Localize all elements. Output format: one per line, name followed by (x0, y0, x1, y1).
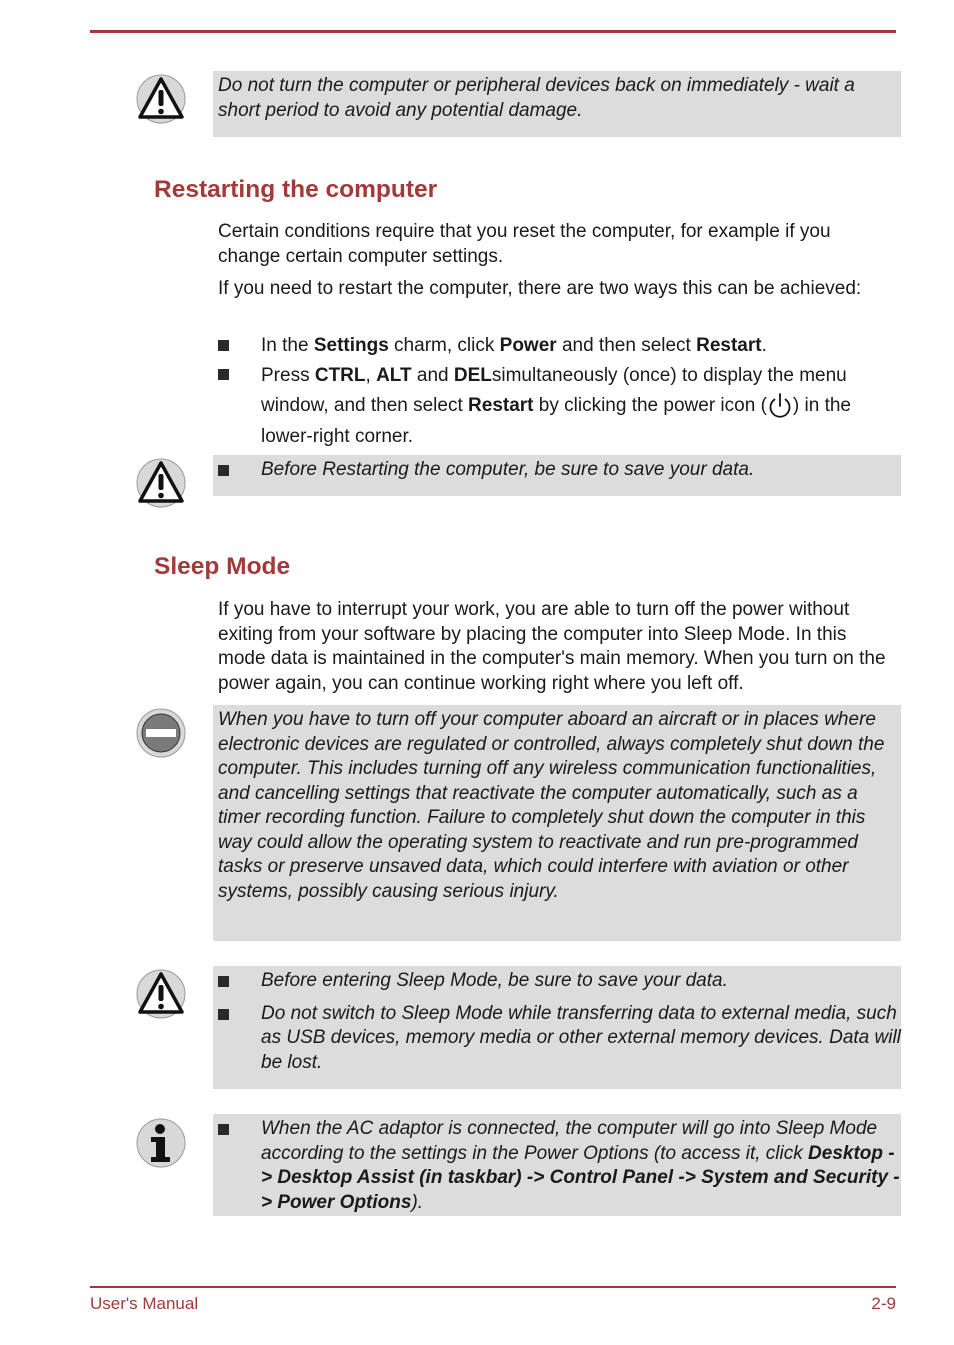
list-item (218, 334, 898, 359)
text-run: and then select (556, 335, 697, 356)
text-run: In the (261, 335, 314, 356)
section-heading-sleep: Sleep Mode (154, 553, 291, 580)
caution-note (213, 455, 901, 496)
restart-label: Restart (468, 395, 534, 416)
info-text: When the AC adaptor is connected, the computer will go into Sleep Mode according to the settings in the Power Options (to access it, click (261, 1118, 878, 1164)
footer-rule (90, 1286, 896, 1288)
power-options-path: Desktop -> Desktop Assist (in taskbar) -> Control Panel -> System and Security -> Power Options (261, 1142, 900, 1213)
caution-list (213, 458, 901, 483)
bullet-square (218, 1009, 229, 1020)
ctrl-key: CTRL (314, 364, 366, 386)
text-run: charm, click (388, 335, 500, 356)
alt-key: ALT (376, 364, 412, 386)
footer-manual-title: User's Manual (90, 1294, 199, 1313)
bullet-square (218, 340, 229, 351)
prohibited-text: When you have to turn off your computer aboard an aircraft or in places where electronic devices are regulated or controlled, always completely shut down the computer. This includes turning off any wireless communication functionalities, and cancelling settings that reactivate the computer automatically, such as a timer recording function. Failure to completely shut down the computer in this way could allow the operating system to reactivate and run pre-programmed tasks or preserve unsaved data, which could interfere with aviation or other systems, possibly causing serious injury. (218, 709, 885, 902)
caution-item-text: Do not switch to Sleep Mode while transferring data to external media, such as USB devices, memory media or other external memory devices. Data will be lost. (261, 1002, 901, 1073)
footer-page-number: 2-9 (871, 1294, 896, 1313)
caution-list (213, 969, 901, 1075)
info-icon (136, 1118, 186, 1168)
warning-triangle-icon (136, 969, 186, 1019)
header-rule (90, 30, 896, 33)
no-entry-icon (136, 708, 186, 758)
warning-triangle-icon (136, 74, 186, 124)
text-run: simultaneously (once) to display the menu window, and then select (261, 364, 847, 416)
info-text: ). (411, 1191, 424, 1213)
section-heading-restart: Restarting the computer (154, 176, 438, 203)
bullet-square (218, 465, 229, 476)
restart-paragraph-2: If you need to restart the computer, there are two ways this can be achieved: (218, 278, 862, 299)
bullet-square (218, 369, 229, 380)
text-run: , (365, 364, 377, 386)
warning-triangle-icon (136, 458, 186, 508)
info-note (213, 1114, 901, 1216)
caution-item-text: Before entering Sleep Mode, be sure to save your data. (261, 970, 728, 991)
bullet-square (218, 1124, 229, 1135)
bullet-square (218, 976, 229, 987)
restart-paragraph-1: Certain conditions require that you reset the computer, for example if you change certain computer settings. (218, 221, 831, 267)
settings-label: Settings (313, 335, 389, 356)
info-list (213, 1117, 901, 1215)
list-item (213, 458, 901, 483)
power-icon (767, 392, 793, 420)
caution-note (213, 71, 901, 137)
text-run: Press (261, 364, 315, 386)
restart-label: Restart (696, 335, 762, 356)
caution-item-text: Before Restarting the computer, be sure to save your data. (261, 459, 755, 480)
power-label: Power (499, 335, 557, 356)
list-item (218, 361, 898, 453)
caution-text: Do not turn the computer or peripheral devices back on immediately - wait a short period to avoid any potential damage. (218, 75, 855, 121)
list-item (213, 1117, 901, 1215)
text-run: . (761, 335, 767, 356)
sleep-paragraph-1: If you have to interrupt your work, you are able to turn off the power without exiting from your software by placing the computer into Sleep Mode. In this mode data is maintained in the computer's main memory. When you turn on the power again, you can continue working right where you left off. (218, 599, 886, 694)
del-key: DEL (453, 364, 492, 386)
text-run: and (411, 364, 454, 386)
text-run: by clicking the power icon ( (533, 395, 767, 416)
caution-note (213, 966, 901, 1089)
restart-methods-list (218, 334, 898, 454)
list-item (213, 969, 901, 994)
text-run: ) in the lower-right corner. (261, 395, 851, 447)
prohibited-note (213, 705, 901, 941)
list-item (213, 1002, 901, 1076)
